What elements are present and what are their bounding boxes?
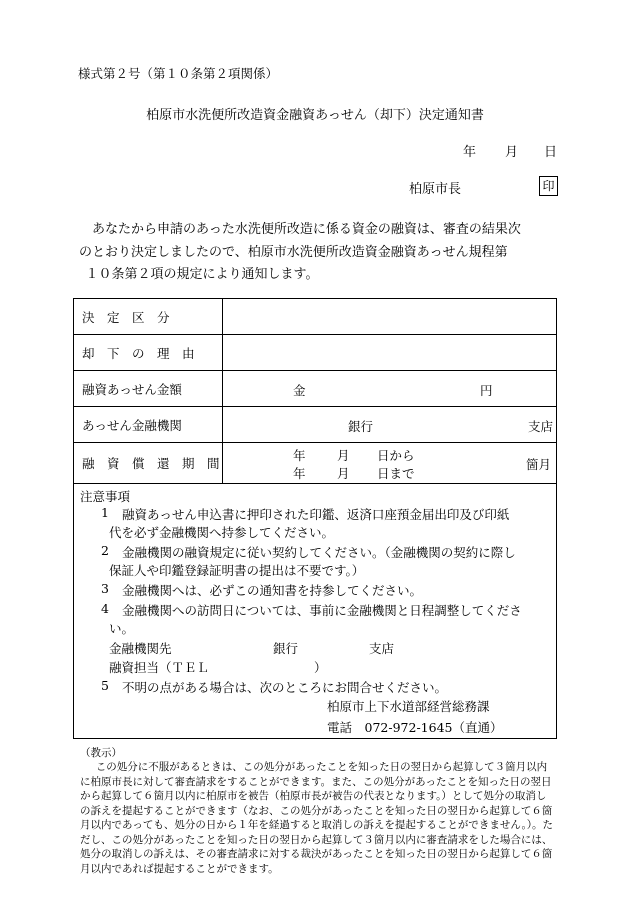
repayment-period-cell [223,443,557,484]
note-number: 4 [101,601,109,616]
note-text: 金融機関の融資規定に従い契約してください。（金融機関の契約に際し [122,545,516,560]
date-month: 月 [505,145,519,160]
row-label: 決 定 区 分 [74,299,223,335]
to-month: 月 [337,466,350,481]
bank-contact-bank: 銀行 [273,641,299,656]
bank-suffix: 銀行 [348,419,374,434]
bank-contact-branch: 支店 [369,641,395,656]
row-label: 融資あっせん金額 [74,371,223,407]
form-number: 様式第２号（第１０条第２項関係） [78,66,279,81]
note-text: 不明の点がある場合は、次のところにお問合せください。 [122,680,448,695]
body-text [79,219,559,287]
note-text-cont: 代を必ず金融機関へ持参してください。 [109,525,335,540]
note-text: 金融機関への訪問日については、事前に金融機関と日程調整してくださ [122,603,522,618]
table-row [74,443,557,484]
notes-heading: 注意事項 [80,489,131,504]
contact-phone: 電話 072-972-1645（直通） [327,720,503,735]
note-text-cont: い。 [109,621,135,636]
yen-unit: 円 [480,383,493,398]
date-year: 年 [463,145,477,160]
note-text-cont: 保証人や印鑑登録証明書の提出は不要です。） [109,563,365,578]
notes-box [73,481,557,739]
table-row [74,335,557,371]
note-text: 融資あっせん申込書に押印された印鑑、返済口座預金届出印及び印紙 [122,507,510,522]
body-line-2: のとおり決定しましたので、柏原市水洗便所改造資金融資あっせん規程第 [79,244,508,260]
note-number: 5 [101,678,109,693]
branch-suffix: 支店 [528,419,554,434]
decision-category-cell [223,299,557,335]
from-month: 月 [337,448,350,463]
document-title: 柏原市水洗便所改造資金融資あっせん（却下）決定通知書 [146,108,484,123]
bank-contact-label: 金融機関先 [109,641,172,656]
body-line-1: あなたから申請のあった水洗便所改造に係る資金の融資は、審査の結果次 [92,222,521,237]
from-year: 年 [293,448,306,463]
from-suffix: 日から [377,448,415,463]
body-line-3: １０条第２項の規定により通知します。 [85,267,319,282]
rejection-reason-cell [223,335,557,371]
loan-contact-label: 融資担当（ＴＥＬ [109,660,210,675]
decision-table [73,298,557,484]
seal-box: 印 [539,176,558,196]
table-row [74,407,557,443]
loan-contact-close: ） [314,660,327,675]
date-day: 日 [544,145,558,160]
row-label: 融 資 償 還 期 間 [74,443,223,484]
loan-amount-cell [223,371,557,407]
to-year: 年 [293,466,306,481]
table-row [74,299,557,335]
note-number: 2 [101,543,109,558]
instruction-heading: （教示） [80,747,122,759]
row-label: あっせん金融機関 [74,407,223,443]
contact-department: 柏原市上下水道部経営総務課 [327,699,490,714]
months-unit: 箇月 [526,457,552,472]
table-row [74,371,557,407]
bank-cell [223,407,557,443]
row-label: 却 下 の 理 由 [74,335,223,371]
note-number: 3 [101,581,109,596]
to-suffix: 日まで [377,466,415,481]
instruction-text: この処分に不服があるときは、この処分があったことを知った日の翌日から起算して３箇月以内に柏原市長に対して審査請求をすることができます。また、この処分があったことを知った日の翌日から起算して６箇月以内に柏原市を被告（柏原市長が被告の代表となります。）として処分の取消しの訴えを提起することができます（なお、この処分があったことを知った日の翌日から起算して６箇月以内であっても、処分の日から１年を経過すると取消しの訴えを提起することができません。）。ただし、この処分があったことを知った日の翌日から起算して３箇月以内に審査請求をした場合には、処分の取消しの訴えは、その審査請求に対する裁決があったことを知った日の翌日から起算して６箇月以内であれば提起することができます。 [80,761,554,875]
currency-label: 金 [293,383,306,398]
issuer-name: 柏原市長 [409,182,462,197]
note-text: 金融機関へは、必ずこの通知書を持参してください。 [122,583,423,598]
note-number: 1 [101,505,109,520]
